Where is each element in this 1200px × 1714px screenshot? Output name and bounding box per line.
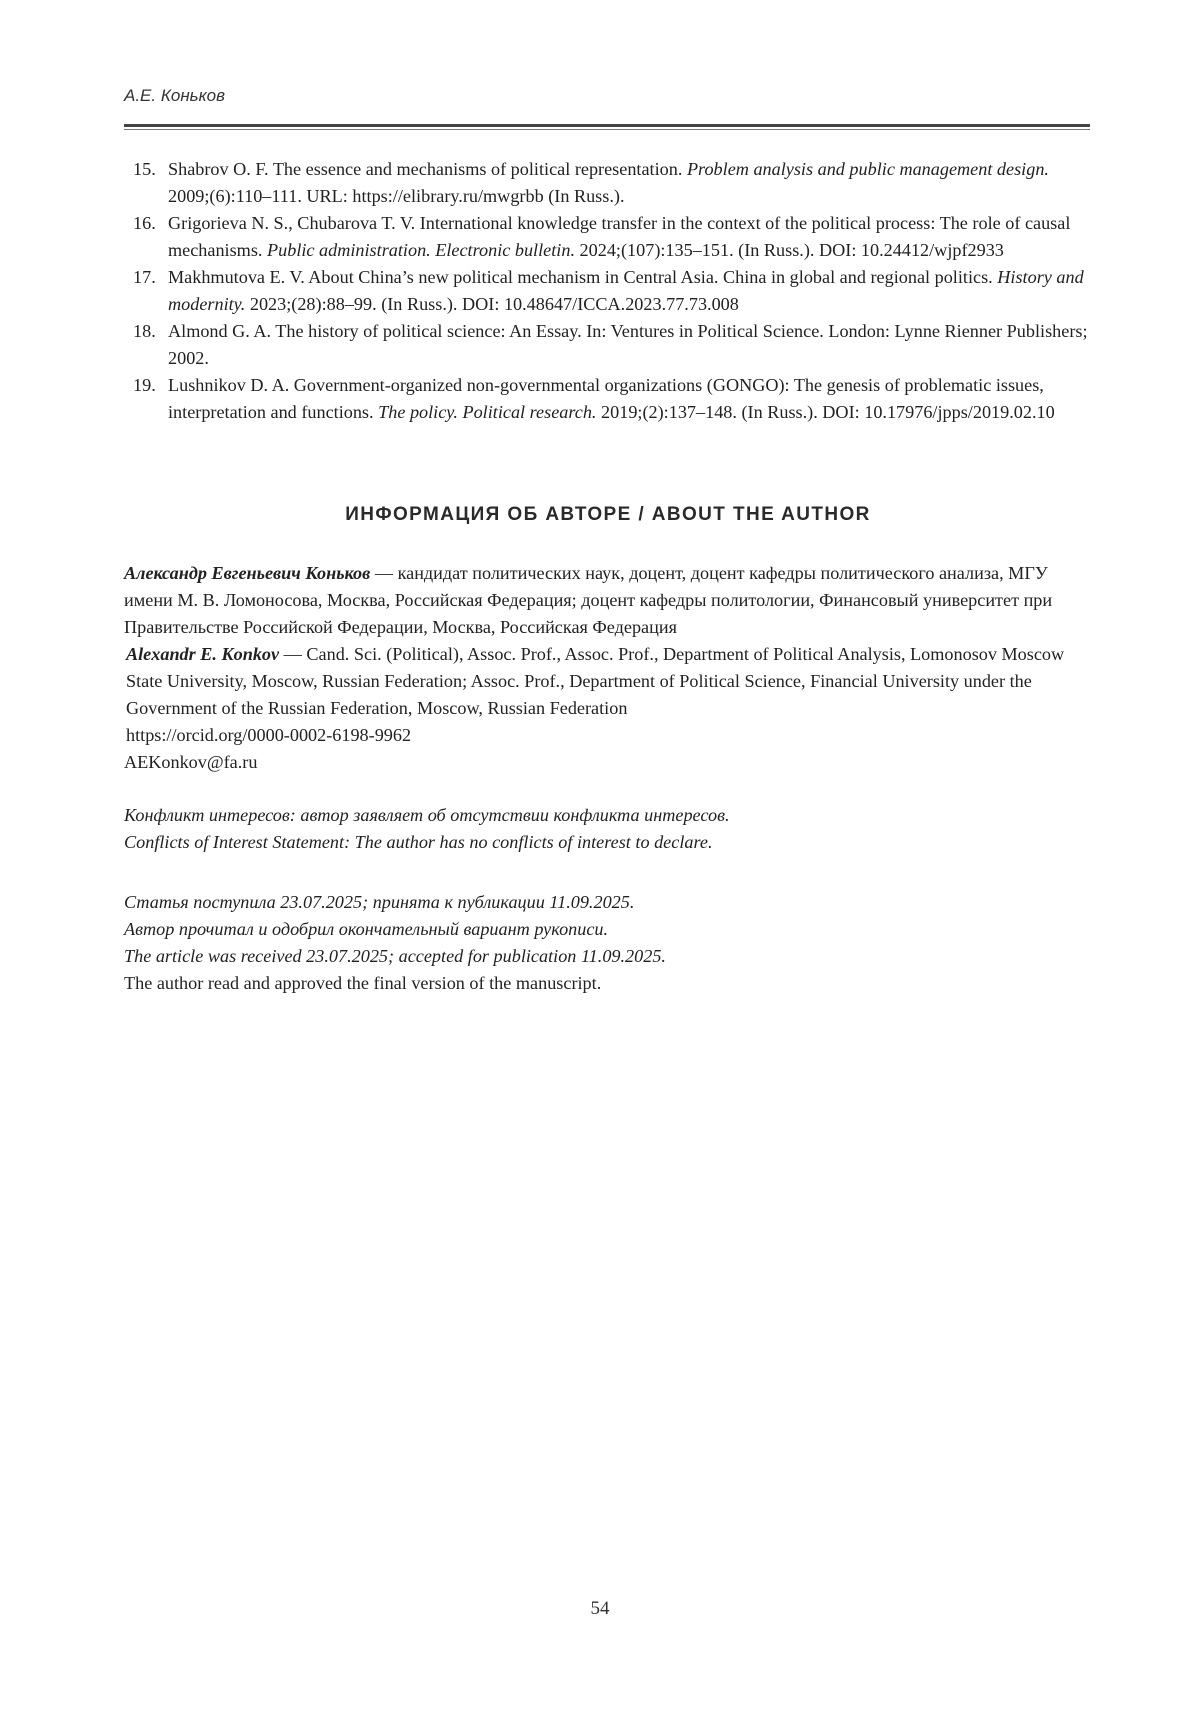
reference-journal: History and modernity.	[168, 267, 1084, 314]
reference-number: 19.	[133, 372, 156, 399]
author-name-ru: Александр Евгеньевич Коньков	[124, 563, 370, 583]
conflict-statement	[124, 802, 1092, 856]
reference-number: 15.	[133, 156, 156, 183]
reference-item	[124, 372, 1092, 426]
reference-details: 2023;(28):88–99. (In Russ.). DOI: 10.48647/ICCA.2023.77.73.008	[245, 294, 739, 314]
reference-list	[124, 156, 1092, 426]
reference-text: Almond G. A. The history of political science: An Essay. In: Ventures in Political Science. London: Lynne Rienner Publishers; 2002.	[168, 321, 1088, 368]
reference-item	[124, 156, 1092, 210]
reference-details: 2024;(107):135–151. (In Russ.). DOI: 10.24412/wjpf2933	[575, 240, 1004, 260]
reference-item	[124, 264, 1092, 318]
approval-en: The author read and approved the final version of the manuscript.	[124, 970, 1092, 997]
author-orcid[interactable]: https://orcid.org/0000-0002-6198-9962	[124, 722, 1092, 749]
reference-text: Lushnikov D. A. Government-organized non-governmental organizations (GONGO): The genesis of problematic issues, interpretation and functions.	[168, 375, 1044, 422]
reference-journal: Public administration. Electronic bulletin.	[267, 240, 575, 260]
author-affiliation-en: — Cand. Sci. (Political), Assoc. Prof., Assoc. Prof., Department of Political Analysis, Lomonosov Moscow State University, Moscow, Russian Federation; Assoc. Prof., Department of Political Science, Financial University under the Government of the Russian Federation, Moscow, Russian Federation	[126, 644, 1064, 718]
author-section-title: ИНФОРМАЦИЯ ОБ АВТОРЕ / ABOUT THE AUTHOR	[124, 504, 1092, 526]
page-number: 54	[0, 1598, 1200, 1620]
author-email[interactable]: AEKonkov@fa.ru	[124, 749, 1092, 776]
reference-number: 17.	[133, 264, 156, 291]
reference-item	[124, 210, 1092, 264]
approval-ru: Автор прочитал и одобрил окончательный вариант рукописи.	[124, 916, 1092, 943]
conflict-en: Conflicts of Interest Statement: The author has no conflicts of interest to declare.	[124, 829, 1092, 856]
reference-journal: The policy. Political research.	[378, 402, 596, 422]
author-name-en: Alexandr E. Konkov	[126, 644, 279, 664]
reference-journal: Problem analysis and public management design.	[687, 159, 1049, 179]
conflict-ru: Конфликт интересов: автор заявляет об отсутствии конфликта интересов.	[124, 802, 1092, 829]
reference-text: Makhmutova E. V. About China’s new political mechanism in Central Asia. China in global and regional politics.	[168, 267, 997, 287]
header-rule	[124, 124, 1090, 127]
running-head: А.Е. Коньков	[124, 86, 225, 106]
author-affiliation-ru: — кандидат политических наук, доцент, доцент кафедры политического анализа, МГУ имени М. В. Ломоносова, Москва, Российская Федерация; доцент кафедры политологии, Финансовый университет при Правительстве Российской Федерации, Москва, Российская Федерация	[124, 563, 1052, 637]
reference-text: Grigorieva N. S., Chubarova T. V. International knowledge transfer in the context of the political process: The role of causal mechanisms.	[168, 213, 1070, 260]
author-info-ru	[124, 560, 1092, 641]
dates-received-ru: Статья поступила 23.07.2025; принята к публикации 11.09.2025.	[124, 889, 1092, 916]
article-dates	[124, 889, 1092, 997]
header-rule-thin	[124, 129, 1090, 130]
author-info	[124, 560, 1092, 776]
reference-number: 18.	[133, 318, 156, 345]
dates-received-en: The article was received 23.07.2025; accepted for publication 11.09.2025.	[124, 943, 1092, 970]
reference-details: 2009;(6):110–111. URL: https://elibrary.ru/mwgrbb (In Russ.).	[168, 186, 625, 206]
reference-text: Shabrov O. F. The essence and mechanisms of political representation.	[168, 159, 687, 179]
reference-item	[124, 318, 1092, 372]
reference-details: 2019;(2):137–148. (In Russ.). DOI: 10.17976/jpps/2019.02.10	[596, 402, 1054, 422]
author-info-en	[124, 641, 1092, 722]
reference-number: 16.	[133, 210, 156, 237]
